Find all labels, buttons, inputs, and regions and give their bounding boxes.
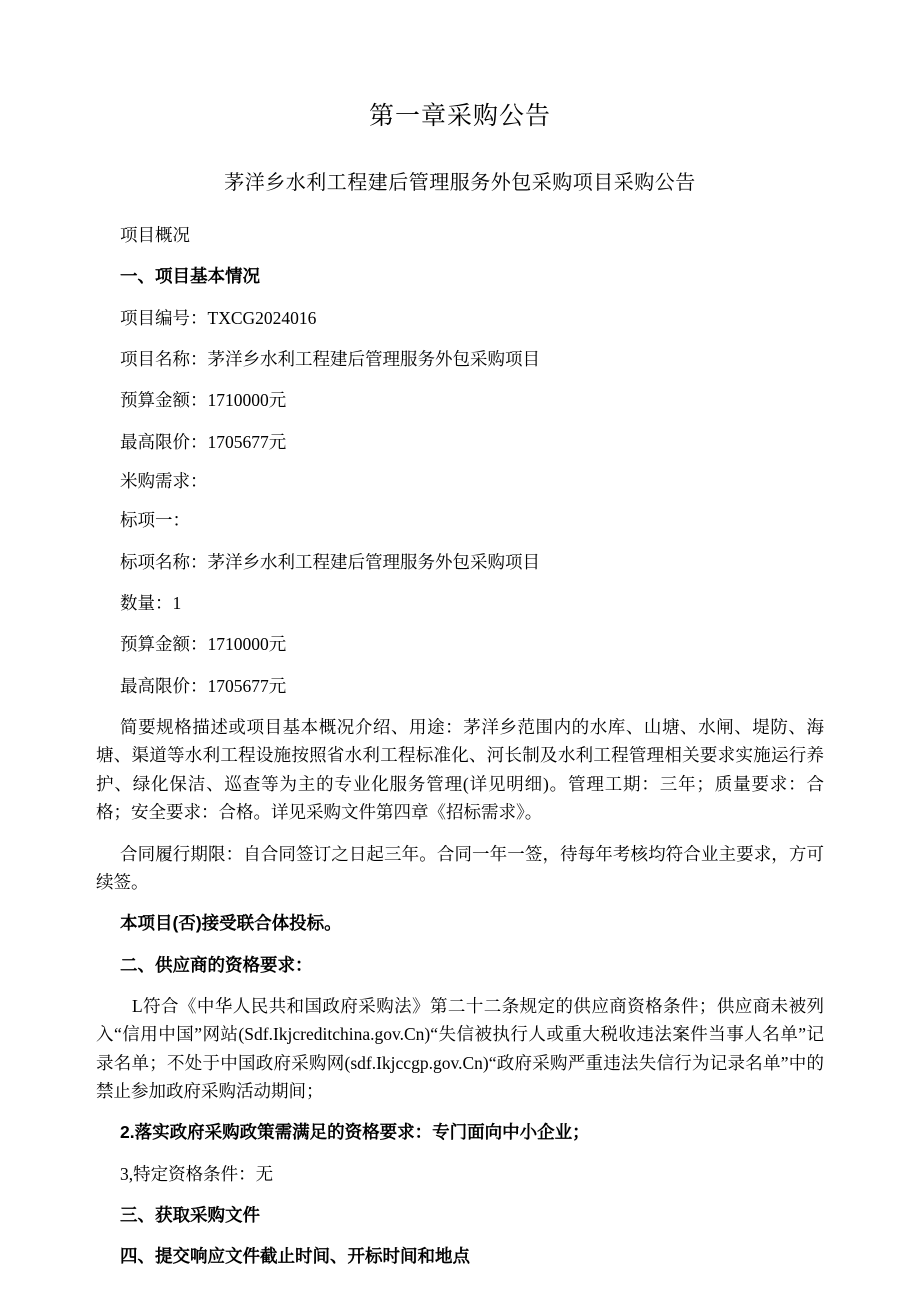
section-three-heading: 三、获取采购文件 [120, 1204, 260, 1225]
max-price: 最高限价：1705677元 [120, 431, 287, 452]
announcement-title: 茅洋乡水利工程建后管理服务外包采购项目采购公告 [224, 172, 696, 194]
qualification-item-2: 2.落实政府采购政策需满足的资格要求：专门面向中小企业； [120, 1122, 590, 1143]
qualification-item-3: 3,特定资格条件：无 [120, 1163, 274, 1184]
budget-amount: 预算金额：1710000元 [120, 390, 287, 411]
spec-description: 简要规格描述或项目基本概况介绍、用途：茅洋乡范围内的水库、山塘、水闸、堤防、海塘、渠道等水利工程设施按照省水利工程标准化、河长制及水利工程管理相关要求实施运行养护、绿化保洁、巡查等为主的专业化服务管理(详见明细)。管理工期：三年；质量要求：合格；安全要求：合格。详见采购文件第四章《招标需求》。 [96, 717, 824, 823]
section-four-heading: 四、提交响应文件截止时间、开标时间和地点 [120, 1246, 470, 1267]
consortium-note: 本项目(否)接受联合体投标。 [120, 913, 342, 934]
lot-max-price: 最高限价：1705677元 [120, 675, 287, 696]
page-title: 第一章采购公告 [368, 102, 551, 130]
project-number: 项目编号：TXCG2024016 [120, 307, 317, 328]
contract-period: 合同履行期限：自合同签订之日起三年。合同一年一签，待每年考核均符合业主要求，方可续签。 [96, 843, 824, 892]
lot-quantity: 数量：1 [120, 593, 182, 614]
project-name: 项目名称：茅洋乡水利工程建后管理服务外包采购项目 [120, 349, 540, 370]
section-two-heading: 二、供应商的资格要求： [120, 954, 313, 975]
procurement-demand-label: 米购需求： [120, 471, 208, 492]
overview-label: 项目概况 [120, 225, 190, 245]
lot-label: 标项一： [120, 510, 190, 531]
lot-name: 标项名称：茅洋乡水利工程建后管理服务外包采购项目 [120, 551, 540, 572]
lot-budget: 预算金额：1710000元 [120, 634, 287, 655]
qualification-item-1: L符合《中华人民共和国政府采购法》第二十二条规定的供应商资格条件；供应商未被列入“信用中国”网站(Sdf.Ikjcreditchina.gov.Cn)“失信被执行人或重大税收违法案件当事人名单”记录名单；不处于中国政府采购网(sdf.Ikjccgp.gov.Cn)“政府采购严重违法失信行为记录名单”中的禁止参加政府采购活动期间； [96, 995, 824, 1101]
section-one-heading: 一、项目基本情况 [120, 266, 260, 287]
